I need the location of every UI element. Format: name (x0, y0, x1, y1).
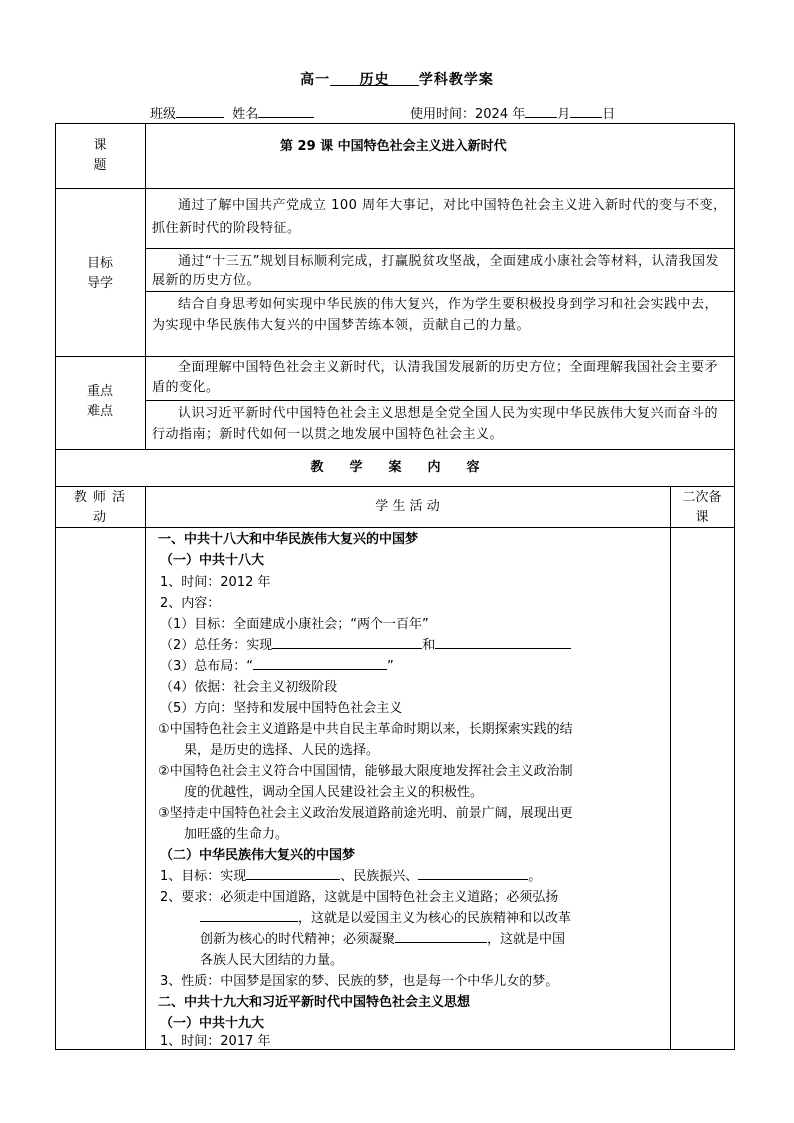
point-1-line-1: ①中国特色社会主义道路是中共自民主革命时期以来，长期探索实践的结 (158, 722, 573, 737)
day-blank[interactable] (570, 104, 602, 118)
keypoint-divider (145, 400, 735, 401)
line-requirements-3: 创新为核心的时代精神；必须凝聚 ，这就是中国 (200, 929, 565, 950)
goal-divider-2 (145, 291, 735, 292)
requirements-blank-2[interactable] (395, 929, 487, 943)
line-requirements-4: 各族人民大团结的力量。 (200, 953, 344, 968)
total-task-blank-1[interactable] (272, 635, 422, 649)
second-prep-header: 二次备 课 (682, 490, 722, 525)
month-blank[interactable] (525, 104, 557, 118)
point-2-line-1: ②中国特色社会主义符合中国国情，能够最大限度地发挥社会主义政治制 (158, 764, 573, 779)
keypoints-label: 重点 难点 (86, 384, 113, 419)
section-2a-heading: （一）中共十九大 (160, 1016, 265, 1031)
section-2-heading: 二、中共十九大和习近平新时代中国特色社会主义思想 (158, 995, 471, 1010)
point-3-line-2: 加旺盛的生命力。 (184, 827, 289, 842)
title-suffix: 学科教学案 (418, 72, 494, 88)
title-grade: 高一 (300, 72, 331, 88)
line-requirements-1: 2、要求：必须走中国道路，这就是中国特色社会主义道路；必须弘扬 (160, 890, 559, 905)
line-direction: （5）方向：坚持和发展中国特色社会主义 (160, 701, 403, 716)
keypoint-item-2: 认识习近平新时代中国特色社会主义思想是全党全国人民为实现中华民族伟大复兴而奋斗的行动指南；新时代如何一以贯之地发展中国特色社会主义。 (152, 406, 719, 442)
line-time-2017: 1、时间：2017 年 (160, 1034, 271, 1049)
total-task-blank-2[interactable] (435, 635, 571, 649)
second-column-divider (670, 486, 671, 1050)
row-divider-section (55, 486, 735, 487)
topic-label: 课 题 (93, 138, 107, 173)
time-label: 使用时间：2024 年 (410, 107, 526, 122)
goal-item-3: 结合自身思考如何实现中华民族的伟大复兴，作为学生要积极投身到学习和社会实践中去，为实现中华民族伟大复兴的中国梦苦练本领，贡献自己的力量。 (152, 297, 719, 333)
keypoint-item-1: 全面理解中国特色社会主义新时代，认清我国发展新的历史方位；全面理解我国社会主要矛盾的变化。 (152, 360, 719, 395)
page-title (0, 69, 794, 89)
class-blank[interactable] (176, 104, 224, 118)
class-name-line (150, 103, 314, 122)
dream-goal-blank-1[interactable] (246, 866, 340, 880)
table-border-right (734, 123, 735, 1050)
line-time-2012: 1、时间：2012 年 (160, 575, 271, 590)
row-divider-topic (55, 188, 735, 189)
student-activity-header: 学 生 活 动 (375, 499, 440, 514)
date-line (410, 103, 615, 122)
row-divider-keypoints (55, 449, 735, 450)
teacher-activity-header: 教 师 活 动 (73, 490, 127, 525)
teacher-column-divider (145, 486, 146, 1050)
section-1-heading: 一、中共十八大和中华民族伟大复兴的中国梦 (158, 532, 419, 547)
row-divider-colheader (55, 527, 735, 528)
goal-item-1: 通过了解中国共产党成立 100 周年大事记，对比中国特色社会主义进入新时代的变与不变，抓住新时代的阶段特征。 (152, 198, 727, 236)
line-total-layout: （3）总布局：“ ” (160, 656, 394, 677)
section-title: 教 学 案 内 容 (310, 460, 480, 475)
goals-label: 目标 导学 (86, 256, 113, 291)
line-nature: 3、性质：中国梦是国家的梦、民族的梦，也是每一个中华儿女的梦。 (160, 974, 559, 989)
table-border-bottom (55, 1049, 735, 1050)
class-label: 班级 (150, 107, 177, 122)
section-1b-heading: （二）中华民族伟大复兴的中国梦 (160, 848, 356, 863)
lesson-topic: 第 29 课 中国特色社会主义进入新时代 (280, 139, 507, 154)
line-dream-goal: 1、目标：实现 、民族振兴、 。 (160, 866, 541, 887)
goal-item-2: 通过“十三五”规划目标顺利完成，打赢脱贫攻坚战，全面建成小康社会等材料，认清我国发展新的历史方位。 (152, 254, 719, 288)
line-total-task: （2）总任务：实现 和 (160, 635, 571, 656)
line-basis: （4）依据：社会主义初级阶段 (160, 680, 338, 695)
line-requirements-2: ，这就是以爱国主义为核心的民族精神和以改革 (200, 908, 571, 929)
row-divider-goals (55, 356, 735, 357)
label-column-divider (145, 123, 146, 449)
line-goal: （1）目标：全面建成小康社会；“两个一百年” (160, 617, 429, 632)
total-layout-blank[interactable] (253, 656, 387, 670)
day-label: 日 (602, 107, 616, 122)
point-2-line-2: 度的优越性，调动全国人民建设社会主义的积极性。 (184, 785, 484, 800)
line-content: 2、内容： (160, 596, 221, 611)
title-subject: 历史 (359, 72, 390, 88)
point-1-line-2: 果，是历史的选择、人民的选择。 (184, 743, 380, 758)
section-1a-heading: （一）中共十八大 (160, 553, 265, 568)
dream-goal-blank-2[interactable] (418, 866, 528, 880)
point-3-line-1: ③坚持走中国特色社会主义政治发展道路前途光明、前景广阔，展现出更 (158, 806, 573, 821)
name-blank[interactable] (258, 104, 314, 118)
month-label: 月 (557, 107, 571, 122)
requirements-blank-1[interactable] (200, 908, 298, 922)
name-label: 姓名 (232, 107, 259, 122)
table-border-top (55, 123, 735, 124)
goal-divider-1 (145, 248, 735, 249)
